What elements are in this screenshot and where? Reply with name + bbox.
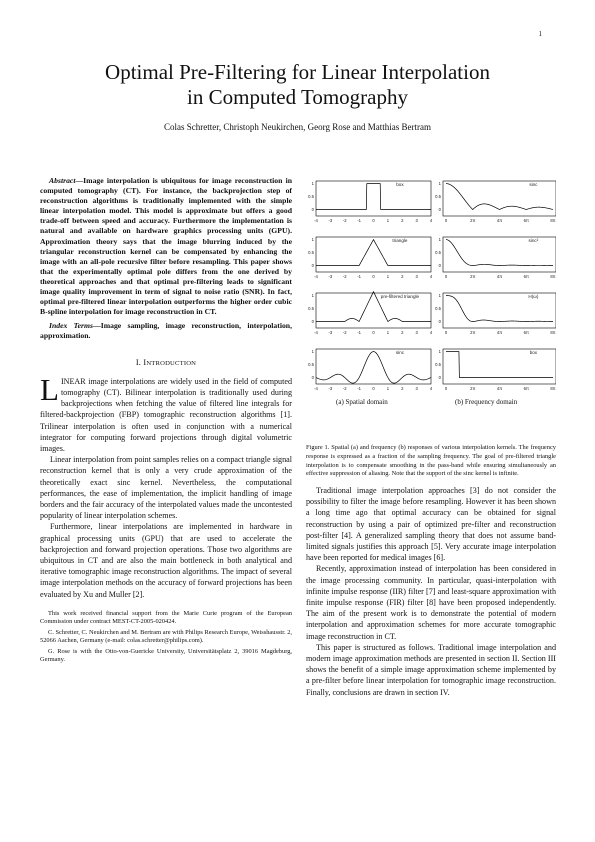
frequency-ytick: 1 xyxy=(438,293,441,299)
spatial-xtick: -2 xyxy=(342,330,347,335)
author-list: Colas Schretter, Christoph Neukirchen, Georg Rose and Matthias Bertram xyxy=(164,122,431,132)
frequency-xtick: 4π xyxy=(496,330,503,335)
figure-1 xyxy=(306,175,556,425)
spatial-xtick: 2 xyxy=(401,218,404,223)
index-terms xyxy=(40,321,292,341)
spatial-ytick: 1 xyxy=(311,181,314,187)
right-paragraph-3: This paper is structured as follows. Traditional image interpolation and modern image approximation methods are presented in section II. Section III shows the benefit of a simple image approximation scheme implemented by a pre-filter before linear interpolation for tomographic image reconstruction. Finally, conclusions are drawn in section IV. xyxy=(306,642,556,697)
kernel-plots xyxy=(306,175,556,397)
frequency-curve-3 xyxy=(446,296,553,322)
frequency-ytick: 0 xyxy=(438,319,441,325)
spatial-xtick: -1 xyxy=(357,218,361,223)
frequency-ytick: 1 xyxy=(438,237,441,243)
frequency-label-4: box xyxy=(529,350,538,355)
spatial-xtick: -1 xyxy=(357,330,361,335)
spatial-xtick: 2 xyxy=(401,330,404,335)
frequency-ytick: 0 xyxy=(438,375,441,381)
figure-caption: Figure 1. Spatial (a) and frequency (b) responses of various interpolation kernels. The frequency response is expressed as a fraction of the sampling frequency. The goal of pre-filtered triangle interpolation is to compensate smoothing in the pass-band while ensuring simultaneously an effective suppression of aliasing. Note that the support of the sinc kernel is infinite. xyxy=(306,444,556,478)
frequency-xtick: 2π xyxy=(470,330,476,335)
frequency-axes-3 xyxy=(443,293,556,328)
spatial-label-2: triangle xyxy=(392,238,408,243)
frequency-ytick: 0.5 xyxy=(435,194,441,200)
frequency-curve-1 xyxy=(446,184,553,210)
spatial-label-4: sinc xyxy=(395,350,405,355)
spatial-xtick: -4 xyxy=(314,274,318,279)
spatial-ytick: 0 xyxy=(311,263,314,269)
subcaption-spatial: (a) Spatial domain xyxy=(336,398,388,406)
frequency-xtick: 0 xyxy=(444,386,448,391)
spatial-curve-2 xyxy=(316,240,431,266)
spatial-xtick: 2 xyxy=(401,386,404,391)
right-paragraph-1: Traditional image interpolation approaches [3] do not consider the possibility to filter the image before resampling. However it has been shown a long time ago that optimal accuracy can be obtained for signal reconstruction by using a pair of optimized pre-filter and reconstruction post-filter [4]. A generalized sampling theory that does not assume band-limited signals justifies this approach [5]. Very accurate image interpolation have been reported for medical images [6]. xyxy=(306,486,556,563)
spatial-xtick: 2 xyxy=(401,274,404,279)
footnote-funding: This work received financial support from the Marie Curie program of the European Commission under contract MEST-CT-2005-020424. xyxy=(40,609,292,626)
section-heading-introduction xyxy=(40,357,292,369)
frequency-curve-2 xyxy=(446,240,553,266)
spatial-xtick: 3 xyxy=(415,330,418,335)
spatial-xtick: 0 xyxy=(372,330,375,335)
spatial-xtick: 4 xyxy=(429,386,433,391)
intro-paragraph-1-text: INEAR image interpolations are widely used in the field of computed tomography (CT). Bilinear interpolation is traditionally used during backprojections when fetching the value of filtered line integrals for filtered-backprojection (FBP) tomographic reconstruction algorithms [1]. Trilinear interpolation is often used in conjunction with a numerical integrator for computing forward projections through digital volumetric images. xyxy=(40,376,292,453)
footnotes xyxy=(40,610,292,665)
introduction-body xyxy=(40,371,292,600)
spatial-xtick: 4 xyxy=(429,218,433,223)
spatial-xtick: 0 xyxy=(372,274,375,279)
spatial-xtick: 3 xyxy=(415,386,418,391)
frequency-ytick: 0.5 xyxy=(435,250,441,256)
spatial-ytick: 0.5 xyxy=(308,250,314,256)
frequency-xtick: 4π xyxy=(496,386,503,391)
footnote-philips: C. Schretter, C. Neukirchen and M. Bertram are with Philips Research Europe, Weisshausstr. 2, 52066 Aachen, Germany (e-mail: colas.schretter@philips.com). xyxy=(40,628,292,645)
frequency-xtick: 6π xyxy=(523,330,529,335)
spatial-curve-1 xyxy=(316,184,431,210)
spatial-axes-2 xyxy=(316,237,431,272)
frequency-label-3: H(ω) xyxy=(528,294,539,299)
frequency-xtick: 6π xyxy=(523,218,529,223)
section-title-initial: I xyxy=(143,357,147,367)
spatial-ytick: 0.5 xyxy=(308,306,314,312)
paper-title xyxy=(40,60,555,110)
section-number: I. xyxy=(135,357,144,367)
drop-cap: L xyxy=(40,371,59,407)
spatial-xtick: 1 xyxy=(386,330,390,335)
spatial-xtick: -2 xyxy=(342,274,347,279)
frequency-ytick: 1 xyxy=(438,349,441,355)
spatial-xtick: 4 xyxy=(429,330,433,335)
intro-paragraph-2: Linear interpolation from point samples relies on a compact triangle signal reconstruction kernel that is only a very crude approximation of the theoretically exact sinc kernel. Nevertheless, the computational performances, the ease of implementation, the implicit handling of image borders and the fair accuracy of the interpolated values made the uncontested popularity of linear interpolation schemes. xyxy=(40,455,292,521)
frequency-axes-1 xyxy=(443,181,556,216)
frequency-xtick: 8π xyxy=(550,218,556,223)
spatial-xtick: -3 xyxy=(328,386,333,391)
frequency-xtick: 2π xyxy=(470,386,476,391)
spatial-ytick: 0.5 xyxy=(308,362,314,368)
frequency-xtick: 6π xyxy=(523,274,529,279)
index-terms-text: —Image sampling, image reconstruction, interpolation, approximation. xyxy=(40,321,293,341)
frequency-label-1: sinc xyxy=(529,182,538,187)
frequency-ytick: 0 xyxy=(438,207,441,213)
spatial-ytick: 0 xyxy=(311,207,314,213)
intro-paragraph-1 xyxy=(40,371,292,454)
index-terms-label: Index Terms xyxy=(49,321,94,331)
intro-paragraph-3: Furthermore, linear interpolations are implemented in hardware in graphical processing units (GPU) that are used to accelerate the backprojection and forward projection operations. Those two algorithms are ubiquitous in CT and are also the main bottleneck in both analytical and iterative tomographic image reconstruction algorithms. The impact of several image interpolation methods on the accuracy of forward projections has been evaluated by Xu and Muller [2]. xyxy=(40,522,292,599)
frequency-ytick: 0.5 xyxy=(435,362,441,368)
spatial-xtick: 1 xyxy=(386,218,390,223)
frequency-axes-2 xyxy=(443,237,556,272)
spatial-xtick: -3 xyxy=(328,274,333,279)
spatial-curve-4 xyxy=(316,352,431,384)
spatial-label-1: box xyxy=(396,182,404,187)
spatial-xtick: -3 xyxy=(328,218,333,223)
spatial-xtick: -3 xyxy=(328,330,333,335)
spatial-xtick: 1 xyxy=(386,386,390,391)
spatial-label-3: pre-filtered triangle xyxy=(380,294,420,299)
spatial-axes-4 xyxy=(316,349,431,384)
frequency-xtick: 0 xyxy=(444,330,448,335)
title-line-1: Optimal Pre-Filtering for Linear Interpolation xyxy=(105,60,490,84)
spatial-xtick: 1 xyxy=(386,274,390,279)
section-title-rest: NTRODUCTION xyxy=(146,359,197,367)
frequency-ytick: 0.5 xyxy=(435,306,441,312)
spatial-xtick: 0 xyxy=(372,218,375,223)
frequency-label-2: sinc² xyxy=(528,238,539,243)
frequency-xtick: 8π xyxy=(550,386,556,391)
spatial-ytick: 1 xyxy=(311,237,314,243)
spatial-ytick: 0 xyxy=(311,375,314,381)
frequency-xtick: 6π xyxy=(523,386,529,391)
frequency-ytick: 0 xyxy=(438,263,441,269)
spatial-xtick: -1 xyxy=(357,274,361,279)
frequency-xtick: 8π xyxy=(550,330,556,335)
spatial-xtick: 0 xyxy=(372,386,375,391)
right-column xyxy=(306,485,556,698)
abstract xyxy=(40,176,292,317)
spatial-xtick: -1 xyxy=(357,386,361,391)
spatial-axes-1 xyxy=(316,181,431,216)
spatial-ytick: 1 xyxy=(311,349,314,355)
frequency-xtick: 4π xyxy=(496,274,503,279)
left-column xyxy=(40,176,292,667)
frequency-xtick: 0 xyxy=(444,274,448,279)
spatial-xtick: -4 xyxy=(314,386,318,391)
frequency-xtick: 8π xyxy=(550,274,556,279)
spatial-xtick: -4 xyxy=(314,218,318,223)
spatial-xtick: -4 xyxy=(314,330,318,335)
frequency-axes-4 xyxy=(443,349,556,384)
footnote-magdeburg: G. Rose is with the Otto-von-Guericke University, Universitätsplatz 2, 39016 Magdeburg, Germany. xyxy=(40,647,292,664)
spatial-xtick: -2 xyxy=(342,218,347,223)
abstract-text: —Image interpolation is ubiquitous for image reconstruction in computed tomography (CT). For instance, the backprojection step of reconstruction algorithms is traditionally implemented with the simple linear interpolation model. This model is approximate but offers a good trade-off between speed and accuracy. Furthermore the implementation is natural and available on hardware graphics processing units (GPU). Approximation theory says that the image blurring induced by the triangular reconstruction kernel can be compensated by enhancing the image with an all-pole recursive filter before resampling. This paper shows that the experimentally optimal pole differs from the one derived by theoretical approaches and that optimal pre-filtering leads to significant image quality improvement in term of signal to noise ratio (SNR). In fact, optimal pre-filtered linear interpolation outperforms the higher order cubic B-spline interpolation for image reconstruction in CT. xyxy=(40,176,292,317)
frequency-xtick: 4π xyxy=(496,218,503,223)
right-paragraph-2: Recently, approximation instead of interpolation has been considered in the image processing community. In particular, quasi-interpolation with infinite impulse response (IIR) filter [7] and least-square approximation with finite impulse response (FIR) filter [8] have been proposed independently. The aim of the present work is to demonstrate the potential of modern interpolation and approximation schemes for more accurate tomographic image reconstruction in CT. xyxy=(306,564,556,641)
spatial-xtick: 4 xyxy=(429,274,433,279)
title-line-2: in Computed Tomography xyxy=(187,85,408,109)
subcaption-frequency: (b) Frequency domain xyxy=(455,398,518,406)
spatial-xtick: -2 xyxy=(342,386,347,391)
frequency-xtick: 2π xyxy=(470,274,476,279)
spatial-ytick: 0 xyxy=(311,319,314,325)
spatial-xtick: 3 xyxy=(415,218,418,223)
frequency-curve-4 xyxy=(446,352,553,378)
frequency-ytick: 1 xyxy=(438,181,441,187)
abstract-label: Abstract xyxy=(49,176,76,185)
spatial-ytick: 1 xyxy=(311,293,314,299)
spatial-ytick: 0.5 xyxy=(308,194,314,200)
frequency-xtick: 2π xyxy=(470,218,476,223)
frequency-xtick: 0 xyxy=(444,218,448,223)
spatial-xtick: 3 xyxy=(415,274,418,279)
page-number: 1 xyxy=(538,30,542,38)
